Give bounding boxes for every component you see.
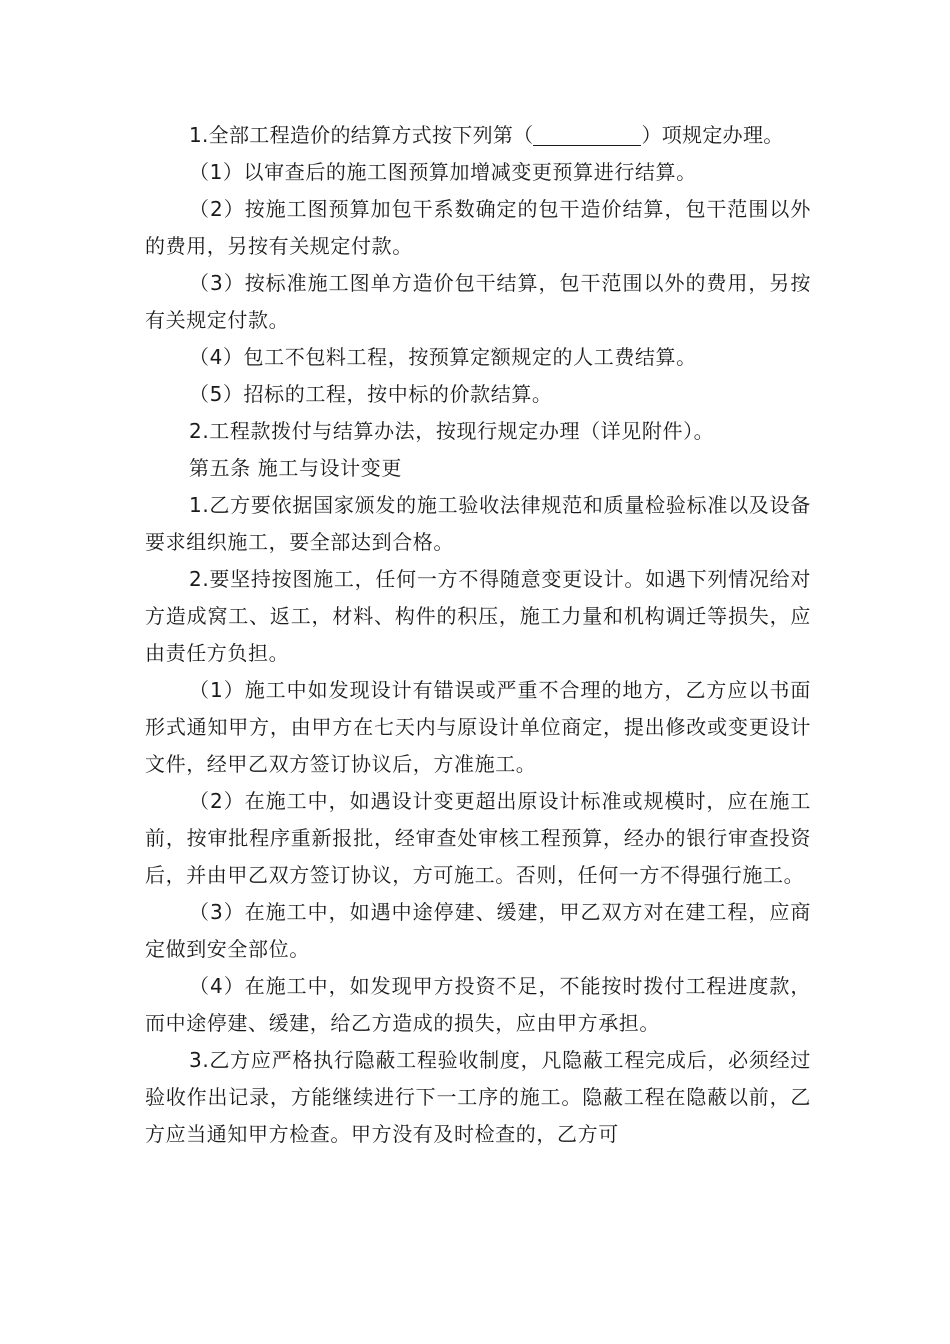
settlement-option-4: （4）包工不包料工程，按预算定额规定的人工费结算。 bbox=[189, 345, 697, 369]
clause-follow-drawings: 2.要坚持按图施工，任何一方不得随意变更设计。如遇下列情况给对方造成窝工、返工，材料、构件的积压，施工力量和机构调迁等损失，应由责任方负担。 bbox=[145, 567, 811, 665]
change-item-2: （2）在施工中，如遇设计变更超出原设计标准或规模时，应在施工前，按审批程序重新报批，经审查处审核工程预算，经办的银行审查投资后，并由甲乙双方签订协议，方可施工。否则，任何一方不得强行施工。 bbox=[145, 789, 811, 887]
fill-in-blank[interactable] bbox=[533, 123, 641, 146]
settlement-option-5: （5）招标的工程，按中标的价款结算。 bbox=[189, 382, 553, 406]
clause-construction-standards: 1.乙方要依据国家颁发的施工验收法律规范和质量检验标准以及设备要求组织施工，要全部达到合格。 bbox=[145, 493, 811, 554]
settlement-option-1: （1）以审查后的施工图预算加增减变更预算进行结算。 bbox=[189, 160, 697, 184]
change-item-3: （3）在施工中，如遇中途停建、缓建，甲乙双方对在建工程，应商定做到安全部位。 bbox=[145, 900, 811, 961]
clause-concealed-works: 3.乙方应严格执行隐蔽工程验收制度，凡隐蔽工程完成后，必须经过验收作出记录，方能继续进行下一工序的施工。隐蔽工程在隐蔽以前，乙方应当通知甲方检查。甲方没有及时检查的，乙方可 bbox=[145, 1048, 811, 1146]
clause-settlement-method bbox=[145, 117, 811, 154]
document-body bbox=[145, 117, 811, 1153]
change-item-4: （4）在施工中，如发现甲方投资不足，不能按时拨付工程进度款，而中途停建、缓建，给乙方造成的损失，应由甲方承担。 bbox=[145, 974, 811, 1035]
settlement-option-2: （2）按施工图预算加包干系数确定的包干造价结算，包干范围以外的费用，另按有关规定付款。 bbox=[145, 197, 811, 258]
clause-payment-method: 2.工程款拨付与结算办法，按现行规定办理（详见附件）。 bbox=[189, 419, 715, 443]
clause-text-before: 1.全部工程造价的结算方式按下列第（ bbox=[189, 123, 534, 147]
article-heading: 第五条 施工与设计变更 bbox=[189, 456, 402, 480]
change-item-1: （1）施工中如发现设计有错误或严重不合理的地方，乙方应以书面形式通知甲方，由甲方在七天内与原设计单位商定，提出修改或变更设计文件，经甲乙双方签订协议后，方准施工。 bbox=[145, 678, 811, 776]
clause-text-after: ）项规定办理。 bbox=[641, 123, 784, 147]
settlement-option-3: （3）按标准施工图单方造价包干结算，包干范围以外的费用，另按有关规定付款。 bbox=[145, 271, 811, 332]
